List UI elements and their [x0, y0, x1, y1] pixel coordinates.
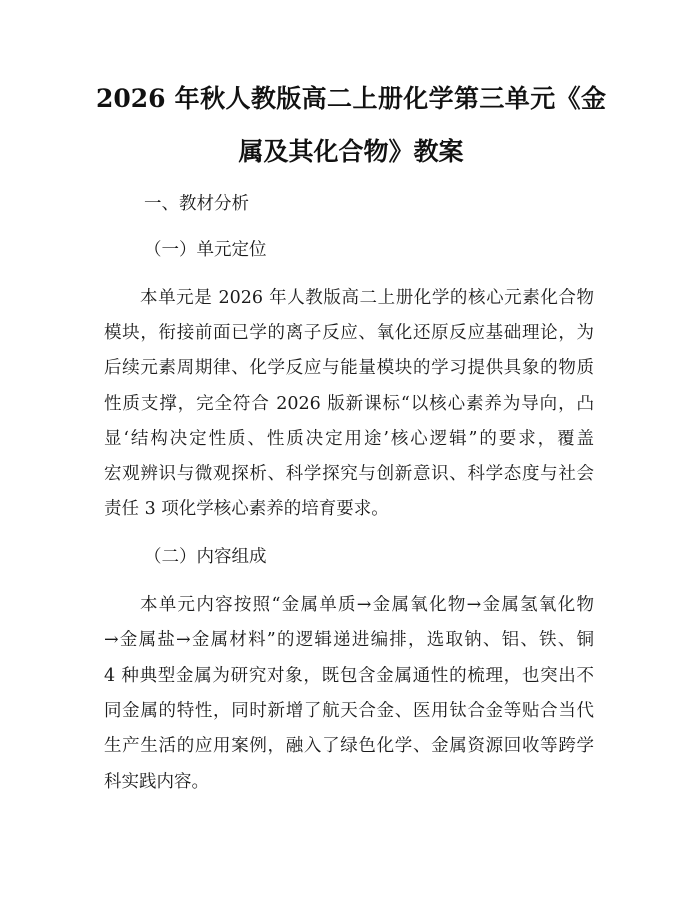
paragraph-1-line: 宏观辨识与微观探析、科学探究与创新意识、科学态度与社会 [104, 464, 594, 484]
paragraph-2-line: 同金属的特性，同时新增了航天合金、医用钛合金等贴合当代 [104, 701, 594, 721]
paragraph-2-line: →金属盐→金属材料”的逻辑递进编排，选取钠、铝、铁、铜 [104, 630, 594, 650]
subsection-heading-unit-positioning: （一）单元定位 [144, 240, 267, 260]
document-title-line-1: 2026 年秋人教版高二上册化学第三单元《金 [96, 84, 606, 113]
paragraph-1-line: 本单元是 2026 年人教版高二上册化学的核心元素化合物 [140, 288, 594, 308]
paragraph-1-line: 责任 3 项化学核心素养的培育要求。 [104, 499, 389, 519]
paragraph-1-line: 性质支撑，完全符合 2026 版新课标“以核心素养为导向，凸 [104, 394, 594, 414]
paragraph-2-line: 本单元内容按照“金属单质→金属氧化物→金属氢氧化物 [140, 595, 594, 615]
paragraph-2-line: 生产生活的应用案例，融入了绿色化学、金属资源回收等跨学 [104, 736, 594, 756]
section-heading-textbook-analysis: 一、教材分析 [144, 194, 249, 214]
paragraph-1-line: 显‘结构决定性质、性质决定用途’核心逻辑”的要求，覆盖 [104, 429, 594, 449]
paragraph-2-line: 4 种典型金属为研究对象，既包含金属通性的梳理，也突出不 [104, 666, 594, 686]
paragraph-2-line: 科实践内容。 [104, 772, 209, 792]
paragraph-1-line: 后续元素周期律、化学反应与能量模块的学习提供具象的物质 [104, 358, 594, 378]
subsection-heading-content-composition: （二）内容组成 [144, 547, 267, 567]
document-title-line-2: 属及其化合物》教案 [238, 137, 464, 166]
paragraph-1-line: 模块，衔接前面已学的离子反应、氧化还原反应基础理论，为 [104, 323, 594, 343]
